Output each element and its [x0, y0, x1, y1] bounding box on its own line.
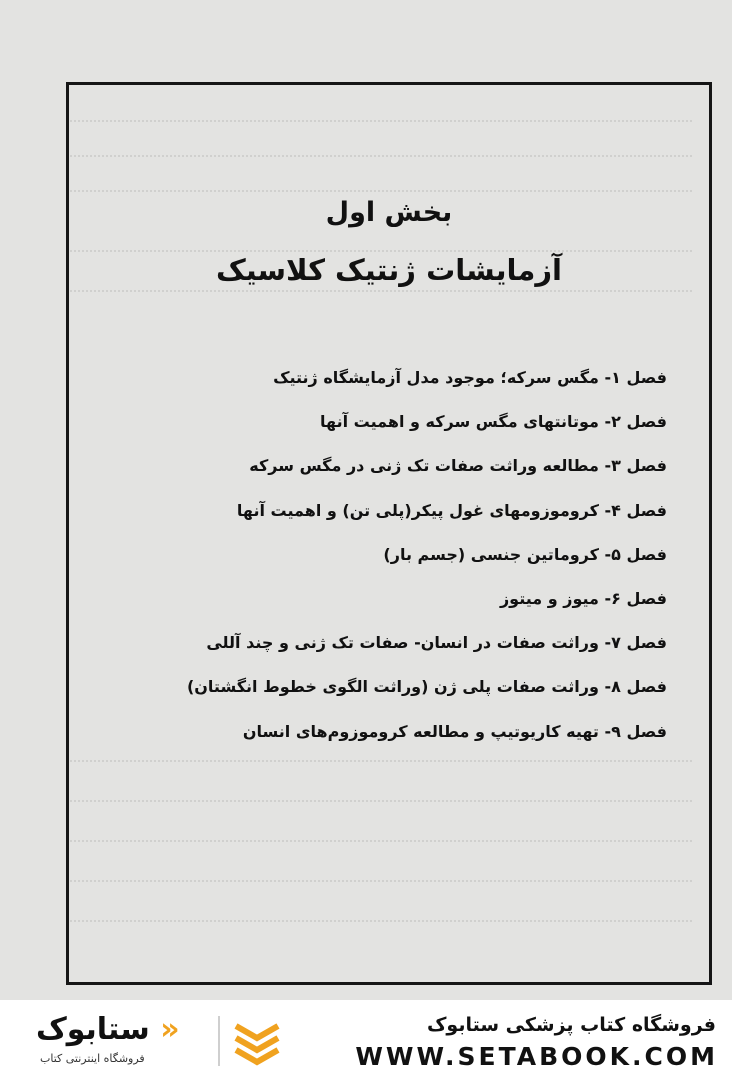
logo-chevron-glyph: «	[160, 1012, 180, 1047]
store-footer	[0, 1000, 732, 1080]
chevron-stack-logo-icon	[232, 1016, 282, 1066]
content-frame	[66, 82, 712, 985]
chapter-9: فصل ۹- تهیه کاریوتیپ و مطالعه کروموزوم‌های انسان	[242, 722, 667, 741]
store-name: فروشگاه کتاب پزشکی ستابوک	[426, 1014, 716, 1036]
chapter-6: فصل ۶- میوز و میتوز	[499, 589, 667, 608]
chapter-2: فصل ۲- موتانتهای مگس سرکه و اهمیت آنها	[320, 412, 667, 431]
chapter-3: فصل ۳- مطالعه وراثت صفات تک ژنی در مگس سرکه	[249, 456, 667, 475]
logo-word-text: ستابوک	[36, 1012, 150, 1047]
logo-tagline: فروشگاه اینترنتی کتاب	[40, 1052, 145, 1065]
part-subtitle: آزمایشات ژنتیک کلاسیک	[216, 253, 562, 287]
chapter-1: فصل ۱- مگس سرکه؛ موجود مدل آزمایشگاه ژنتیک	[273, 368, 667, 387]
logo-wordmark	[36, 1012, 180, 1047]
chapter-5: فصل ۵- کروماتین جنسی (جسم بار)	[383, 545, 667, 564]
part-title: بخش اول	[325, 197, 453, 228]
logo-divider	[218, 1016, 220, 1066]
chapter-4: فصل ۴- کروموزومهای غول پیکر(پلی تن) و اهمیت آنها	[236, 501, 667, 520]
chapter-8: فصل ۸- وراثت صفات پلی ژن (وراثت الگوی خطوط انگشتان)	[186, 677, 667, 696]
store-url[interactable]: WWW.SETABOOK.COM	[355, 1042, 718, 1071]
chapter-7: فصل ۷- وراثت صفات در انسان- صفات تک ژنی و چند آللی	[206, 633, 667, 652]
